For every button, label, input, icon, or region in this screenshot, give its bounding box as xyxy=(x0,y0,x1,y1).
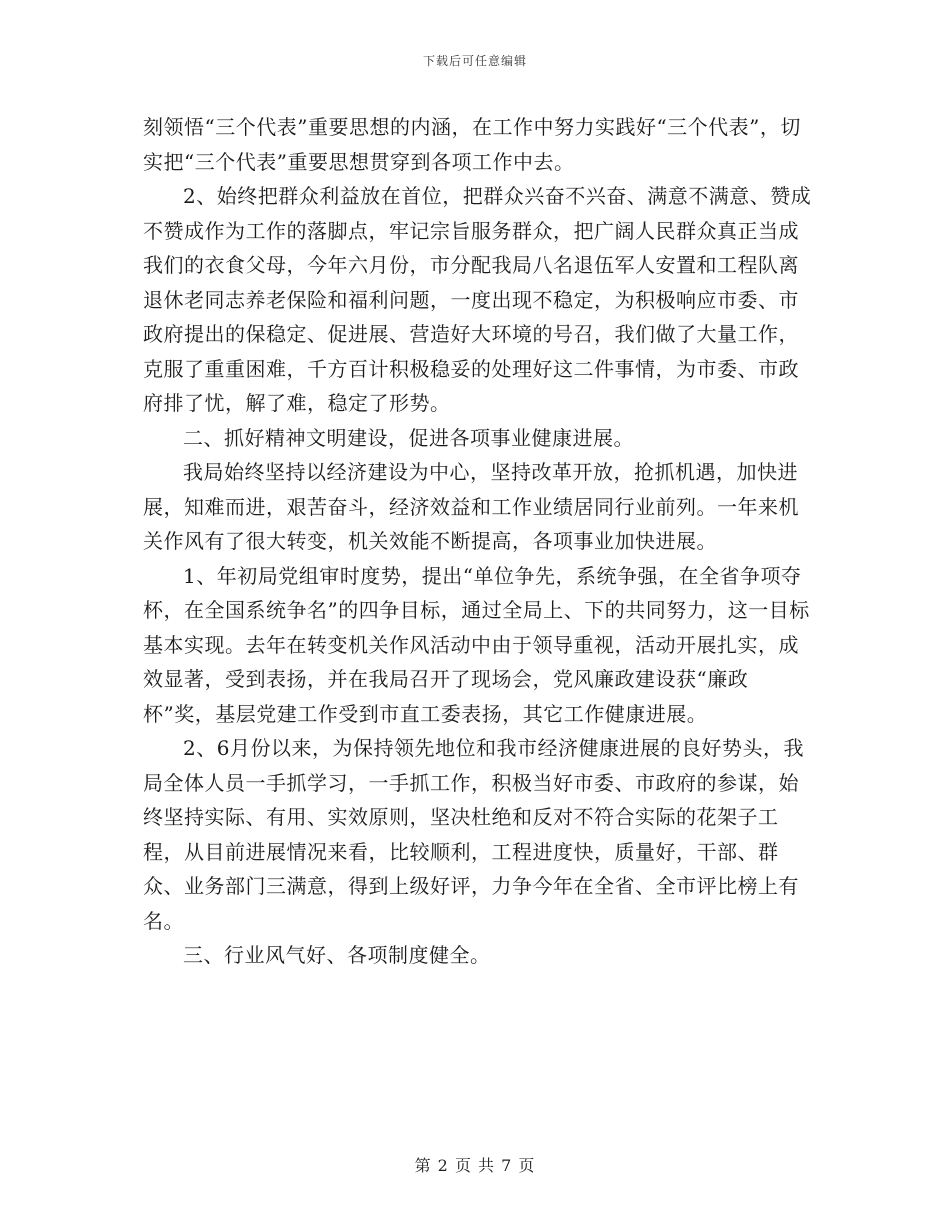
paragraph-continuation: 刻领悟“三个代表”重要思想的内涵，在工作中努力实践好“三个代表”，切实把“三个代表”重要思想贯穿到各项工作中去。 xyxy=(143,115,801,174)
paragraph-item-2-mass-interests: 2、始终把群众利益放在首位，把群众兴奋不兴奋、满意不满意、赞成不赞成作为工作的落脚点，牢记宗旨服务群众，把广阔人民群众真正当成我们的衣食父母，今年六月份，市分配我局八名退伍军人安置和工程队离退休老同志养老保险和福利问题，一度出现不稳定，为积极响应市委、市政府提出的保稳定、促进展、营造好大环境的号召，我们做了大量工作，克服了重重困难，千方百计积极稳妥的处理好这二件事情，为市委、市政府排了忧，解了难，稳定了形势。 xyxy=(143,184,812,415)
paragraph-item-1-four-goals: 1、年初局党组审时度势，提出“单位争先，系统争强，在全省争项夺杯，在全国系统争名”的四争目标，通过全局上、下的共同努力，这一目标基本实现。去年在转变机关作风活动中由于领导重视，活动开展扎实，成效显著，受到表扬，并在我局召开了现场会，党风廉政建设获“廉政杯”奖，基层党建工作受到市直工委表扬，其它工作健康进展。 xyxy=(143,563,810,726)
document-body xyxy=(143,110,813,973)
page-number-footer: 第 2 页 共 7 页 xyxy=(414,1156,536,1175)
section-heading-2: 二、抓好精神文明建设，促进各项事业健康进展。 xyxy=(183,425,634,450)
paragraph-item-2-since-june: 2、6月份以来，为保持领先地位和我市经济健康进展的良好势头，我局全体人员一手抓学习，一手抓工作，积极当好市委、市政府的参谋，始终坚持实际、有用、实效原则，坚决杜绝和反对不符合实际的花架子工程，从目前进展情况来看，比较顺利，工程进度快，质量好，干部、群众、业务部门三满意，得到上级好评，力争今年在全省、全市评比榜上有名。 xyxy=(143,736,804,933)
paragraph-economic-construction: 我局始终坚持以经济建设为中心，坚持改革开放，抢抓机遇，加快进展，知难而进，艰苦奋斗，经济效益和工作业绩居同行业前列。一年来机关作风有了很大转变，机关效能不断提高，各项事业加快进展。 xyxy=(143,460,799,553)
page-header-note: 下载后可任意编辑 xyxy=(422,54,527,68)
section-heading-3: 三、行业风气好、各项制度健全。 xyxy=(183,943,491,967)
